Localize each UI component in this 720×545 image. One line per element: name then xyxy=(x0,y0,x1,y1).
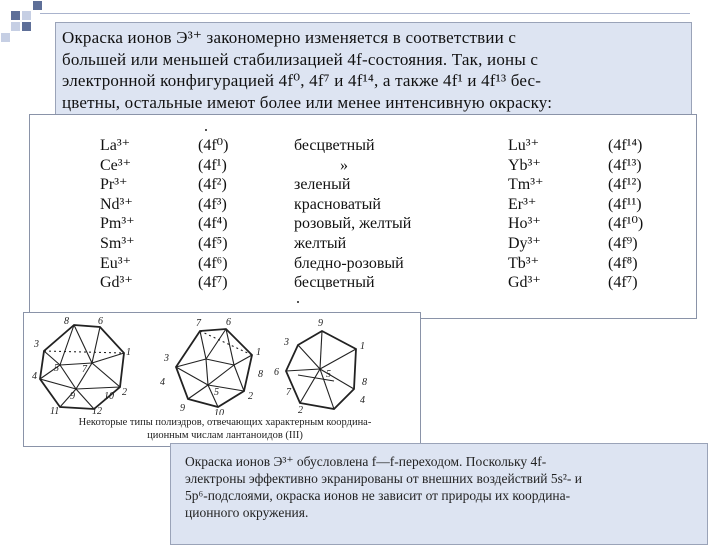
config-label: (4f¹³) xyxy=(608,156,642,174)
color-label: бесцветный xyxy=(294,137,375,154)
config-label: (4f¹) xyxy=(198,156,227,174)
slide-corner-square xyxy=(33,1,42,10)
color-label: розовый, желтый xyxy=(294,215,412,233)
ion-label: Gd³⁺ xyxy=(508,274,541,292)
ion-label: Tb³⁺ xyxy=(508,254,540,272)
config-column-left xyxy=(198,136,228,293)
config-label: (4f⁷) xyxy=(198,274,228,292)
vertex-label: 10 xyxy=(104,391,114,402)
ion-column-left xyxy=(100,136,135,293)
ion-color-table xyxy=(29,114,697,319)
vertex-label: 7 xyxy=(196,318,201,329)
config-label: (4f¹⁴) xyxy=(608,137,643,154)
caption-line: Некоторые типы полиэдров, отвечающих характерным координа- xyxy=(78,417,372,428)
bottom-text-box xyxy=(170,443,708,545)
config-label: (4f²) xyxy=(198,176,227,194)
vertex-label: 1 xyxy=(256,347,261,358)
vertex-label: 9 xyxy=(70,391,75,402)
slide-corner-square xyxy=(11,22,20,31)
bottom-paragraph xyxy=(185,453,699,521)
config-label: (4f⁷) xyxy=(608,274,638,292)
color-label: » xyxy=(340,156,348,174)
vertex-label: 6 xyxy=(98,316,103,327)
ion-label: Sm³⁺ xyxy=(100,234,135,252)
vertex-label: 4 xyxy=(360,395,365,406)
paragraph-line: электронной конфигурацией 4f⁰, 4f⁷ и 4f¹⁴, а также 4f¹ и 4f¹³ бес- xyxy=(62,71,542,90)
config-label: (4f⁸) xyxy=(608,254,638,272)
polyhedra-drawing xyxy=(30,315,416,415)
ion-label: Ce³⁺ xyxy=(100,156,132,174)
vertex-label: 5 xyxy=(214,387,219,398)
config-label: (4f⁰) xyxy=(198,137,229,154)
config-column-right xyxy=(608,136,643,293)
ion-label: Tm³⁺ xyxy=(508,176,544,194)
vertex-label: 8 xyxy=(362,377,367,388)
ion-label: Er³⁺ xyxy=(508,195,537,213)
slide-corner-square xyxy=(22,11,31,20)
ion-label: Lu³⁺ xyxy=(508,137,540,154)
config-label: (4f⁵) xyxy=(198,234,228,252)
vertex-label: 4 xyxy=(32,371,37,382)
vertex-label: 1 xyxy=(360,341,365,352)
vertex-label: 8 xyxy=(64,316,69,327)
scan-speck xyxy=(205,129,207,131)
top-paragraph xyxy=(62,27,688,113)
vertex-label: 3 xyxy=(284,337,289,348)
vertex-label: 9 xyxy=(180,403,185,414)
color-column xyxy=(294,136,411,293)
config-label: (4f¹²) xyxy=(608,176,642,194)
scan-speck xyxy=(297,301,299,303)
slide-top-line xyxy=(40,13,690,14)
paragraph-line: Окраска ионов Э³⁺ закономерно изменяется в соответствии с xyxy=(62,28,517,47)
ion-label: Nd³⁺ xyxy=(100,195,133,213)
config-label: (4f¹⁰) xyxy=(608,215,644,233)
polyhedron-1 xyxy=(32,316,131,415)
vertex-label: 4 xyxy=(160,377,165,388)
paragraph-line: 5p⁶-подслоями, окраска ионов не зависит от природы их координа- xyxy=(185,488,571,503)
vertex-label: 2 xyxy=(122,387,127,398)
config-label: (4f⁴) xyxy=(198,215,228,233)
vertex-label: 7 xyxy=(82,364,87,375)
ion-label: Eu³⁺ xyxy=(100,254,132,272)
ion-label: Pm³⁺ xyxy=(100,215,135,233)
color-label: бесцветный xyxy=(294,274,375,292)
color-label: желтый xyxy=(294,234,347,252)
ion-column-right xyxy=(508,136,543,293)
vertex-label: 11 xyxy=(50,406,60,415)
color-label: бледно-розовый xyxy=(294,254,404,272)
ion-label: Dy³⁺ xyxy=(508,234,541,252)
vertex-label: 3 xyxy=(164,353,169,364)
top-text-box xyxy=(55,22,692,118)
config-label: (4f⁹) xyxy=(608,234,638,252)
vertex-label: 3 xyxy=(34,339,39,350)
polyhedron-3 xyxy=(274,318,367,415)
ion-label: Pr³⁺ xyxy=(100,176,128,194)
slide-corner-square xyxy=(1,33,10,42)
polyhedron-2 xyxy=(160,317,263,415)
vertex-label: 1 xyxy=(126,347,131,358)
vertex-label: 5 xyxy=(326,369,331,380)
vertex-label: 2 xyxy=(298,405,303,415)
paragraph-line: электроны эффективно экранированы от внешних воздействий 5s²- и xyxy=(185,471,582,486)
vertex-label: 2 xyxy=(248,391,253,402)
polyhedra-figure xyxy=(23,312,421,447)
vertex-label: 7 xyxy=(286,387,291,398)
vertex-label: 10 xyxy=(214,408,224,415)
paragraph-line: Окраска ионов Э³⁺ обусловлена f—f-переходом. Поскольку 4f- xyxy=(185,454,547,469)
color-label: зеленый xyxy=(294,176,351,194)
paragraph-line: большей или меньшей стабилизацией 4f-состояния. Так, ионы с xyxy=(62,49,539,69)
vertex-label: 6 xyxy=(226,317,231,328)
color-label: красноватый xyxy=(294,195,381,213)
figure-caption xyxy=(40,416,410,442)
ion-label: La³⁺ xyxy=(100,137,131,154)
caption-line: ционным числам лантаноидов (III) xyxy=(147,430,303,441)
ion-label: Yb³⁺ xyxy=(508,156,541,174)
config-label: (4f³) xyxy=(198,195,227,213)
slide-corner-square xyxy=(11,11,20,20)
vertex-label: 5 xyxy=(54,363,59,374)
vertex-label: 6 xyxy=(274,367,279,378)
vertex-label: 9 xyxy=(318,318,323,329)
config-label: (4f¹¹) xyxy=(608,195,642,213)
slide-corner-square xyxy=(22,22,31,31)
config-label: (4f⁶) xyxy=(198,254,228,272)
paragraph-line: ционного окружения. xyxy=(185,505,309,520)
vertex-label: 12 xyxy=(92,406,102,415)
ion-label: Ho³⁺ xyxy=(508,215,541,233)
paragraph-line: цветны, остальные имеют более или менее интенсивную окраску: xyxy=(62,92,553,112)
ion-label: Gd³⁺ xyxy=(100,274,133,292)
vertex-label: 8 xyxy=(258,369,263,380)
